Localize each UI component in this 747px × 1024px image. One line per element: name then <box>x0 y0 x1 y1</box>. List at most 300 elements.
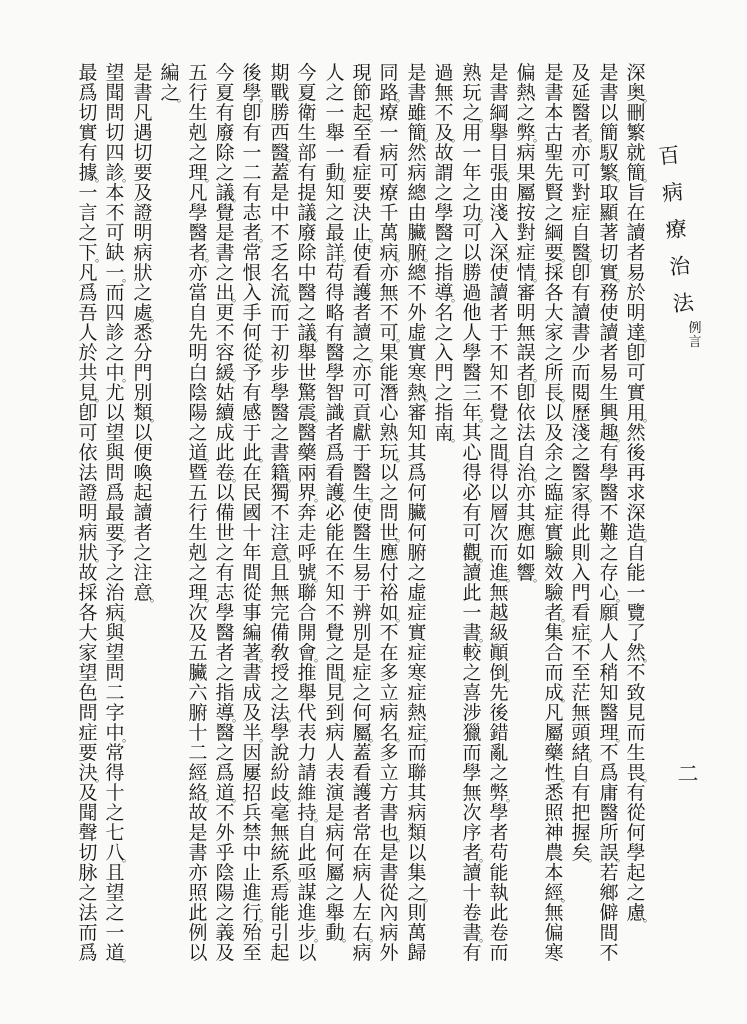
character: 可 <box>352 382 372 404</box>
character: 本 <box>105 182 125 204</box>
character: 方 <box>379 782 399 804</box>
character: 間 <box>242 562 262 584</box>
character: 之 <box>544 462 564 484</box>
character: 易 <box>352 562 372 584</box>
character: 得 <box>325 282 345 304</box>
character: 不 <box>489 342 509 364</box>
character: 尤 <box>105 382 125 404</box>
character: 完 <box>270 602 290 624</box>
character: 無 <box>489 582 509 604</box>
character: 也 <box>379 822 399 844</box>
text-column-6: 是 書 綱 擧 目 張 。 由 淺 入 深 。 使 讀 者 于 不 知 不 覺 之 間 。 得 以 層 次 而 進 。 無 越 級 顚 倒 。 先 後 錯 亂 之 弊 。 學 者 苟 能 執 此 卷 而 <box>489 62 517 964</box>
character: 覺 <box>325 622 345 644</box>
character: 卽 <box>242 102 262 124</box>
character: 于 <box>352 582 372 604</box>
character: 以 <box>462 242 482 264</box>
character: 所 <box>599 822 619 844</box>
character: 以 <box>544 402 564 424</box>
character: 覺 <box>489 402 509 424</box>
character: 左 <box>352 902 372 924</box>
character: 舉 <box>297 342 317 364</box>
character: 陽 <box>188 402 208 424</box>
character: 敎 <box>270 642 290 664</box>
character: 外 <box>215 822 235 844</box>
character: 有 <box>599 442 619 464</box>
character: 招 <box>242 782 262 804</box>
character: 聲 <box>78 822 98 844</box>
character: 倒 <box>489 662 509 684</box>
character: 越 <box>489 602 509 624</box>
character: 系 <box>270 862 290 884</box>
character: 稍 <box>599 662 619 684</box>
character: 備 <box>270 622 290 644</box>
character: 對 <box>571 182 591 204</box>
character: 陰 <box>215 862 235 884</box>
character: 實 <box>78 122 98 144</box>
character: 較 <box>462 642 482 664</box>
character: 賢 <box>544 182 564 204</box>
text-column-17: 五 行 生 剋 之 理 。 凡 學 醫 者 。 亦 當 自 先 明 白 陰 陽 之 道 。 暨 五 行 生 剋 之 理 。 次 及 五 臟 六 腑 十 二 經 絡 。 故 是 書 亦 照 此 例 以 <box>188 62 216 964</box>
character: 決 <box>352 202 372 224</box>
text-column-19: 是 書 凡 遇 切 要 及 證 明 病 狀 之 處 。 悉 分 門 別 類 。 以 便 喚 起 讀 者 之 注 意 。 <box>133 62 161 604</box>
character: 不 <box>325 602 345 624</box>
character: 獵 <box>462 722 482 744</box>
character: 節 <box>352 82 372 104</box>
character: 亦 <box>352 362 372 384</box>
character: 書 <box>599 82 619 104</box>
character: 以 <box>105 402 125 424</box>
character: 奥 <box>626 82 646 104</box>
character: 別 <box>352 622 372 644</box>
character: 造 <box>626 522 646 544</box>
character: 可 <box>78 422 98 444</box>
text-column-21: 最 爲 切 實 有 據 。 一 言 之 下 。 凡 爲 吾 人 於 共 見 。 卽 可 依 法 證 明 病 狀 。 故 採 各 大 家 望 色 問 症 要 決 。 及 聞 聲 切 脉 之 法 而 爲 <box>78 62 106 964</box>
character: 人 <box>352 882 372 904</box>
character: 戰 <box>270 82 290 104</box>
character: 處 <box>133 302 153 324</box>
character: 恨 <box>242 262 262 284</box>
character: 指 <box>215 682 235 704</box>
character: 及 <box>133 182 153 204</box>
character: 切 <box>133 142 153 164</box>
character: 四 <box>105 142 125 164</box>
character: 動 <box>325 922 345 944</box>
character: 層 <box>489 502 509 524</box>
character: 書 <box>462 922 482 944</box>
character: 神 <box>544 822 564 844</box>
character: 明 <box>133 222 153 244</box>
character: 之 <box>352 682 372 704</box>
character: 二 <box>188 742 208 764</box>
character: 者 <box>215 642 235 664</box>
character: 書 <box>407 82 427 104</box>
character: 界 <box>297 482 317 504</box>
character: 之 <box>105 802 125 824</box>
character: 以 <box>215 482 235 504</box>
character: 然 <box>407 142 427 164</box>
page-number: 二 <box>677 762 699 786</box>
character: 臟 <box>407 222 427 244</box>
character: 淺 <box>489 202 509 224</box>
character: 明 <box>516 302 536 324</box>
character: 之 <box>489 762 509 784</box>
character: 之 <box>626 882 646 904</box>
character: 謀 <box>297 882 317 904</box>
character: 色 <box>78 682 98 704</box>
character: 之 <box>325 642 345 664</box>
character: 智 <box>325 382 345 404</box>
character: 經 <box>544 882 564 904</box>
character: 有 <box>571 782 591 804</box>
character: 現 <box>352 62 372 84</box>
character: 熟 <box>462 62 482 84</box>
character: 能 <box>270 902 290 924</box>
character: 者 <box>352 802 372 824</box>
character: 而 <box>571 362 591 384</box>
character: 之 <box>297 302 317 324</box>
character: 望 <box>105 642 125 664</box>
character: 之 <box>325 202 345 224</box>
character: 能 <box>325 522 345 544</box>
character: 治 <box>668 253 692 280</box>
character: 見 <box>78 382 98 404</box>
character: 進 <box>489 562 509 584</box>
character: 蓋 <box>352 742 372 764</box>
character: 弊 <box>489 782 509 804</box>
character: 及 <box>571 62 591 84</box>
character: 理 <box>188 162 208 184</box>
character: 之 <box>215 162 235 184</box>
character: 陰 <box>188 382 208 404</box>
character: 五 <box>188 62 208 84</box>
character: 要 <box>133 162 153 184</box>
character: 觀 <box>462 542 482 564</box>
character: 審 <box>516 282 536 304</box>
character: 之 <box>78 222 98 244</box>
character: 自 <box>297 822 317 844</box>
character: 乏 <box>270 242 290 264</box>
character: 應 <box>379 542 399 564</box>
character: 把 <box>571 802 591 824</box>
character: 中 <box>105 722 125 744</box>
character: 之 <box>434 182 454 204</box>
character: 書 <box>215 242 235 264</box>
text-column-11: 現 節 起 。 至 看 症 要 決 止 。 使 看 護 者 讀 之 。 亦 可 貢 獻 于 醫 生 。 使 醫 生 易 于 辨 別 是 症 之 何 屬 。 蓋 看 護 者 常 在 病 人 左 右 。 病 <box>352 62 380 964</box>
character: 然 <box>626 642 646 664</box>
character: 同 <box>379 62 399 84</box>
character: 年 <box>242 542 262 564</box>
character: 一 <box>242 142 262 164</box>
character: 明 <box>78 502 98 524</box>
character: 必 <box>462 482 482 504</box>
character: 之 <box>105 342 125 364</box>
character: 之 <box>434 382 454 404</box>
character: 開 <box>297 622 317 644</box>
character: 切 <box>78 102 98 124</box>
character: 總 <box>407 182 427 204</box>
text-column-1: 深 奥 。 刪 繁 就 簡 。 旨 在 讀 者 易 於 明 達 。 卽 可 實 用 。 然 後 再 求 深 造 。 自 能 一 覽 了 然 。 不 致 見 而 生 畏 。 有 從 何 學 起 之 慮 。 <box>626 62 654 924</box>
character: 深 <box>626 502 646 524</box>
character: 七 <box>105 822 125 844</box>
character: 姑 <box>215 382 235 404</box>
character: 一 <box>379 122 399 144</box>
character: 看 <box>325 462 345 484</box>
character: 有 <box>78 142 98 164</box>
character: 除 <box>215 142 235 164</box>
character: 缺 <box>105 242 125 264</box>
character: 者 <box>626 242 646 264</box>
character: 讀 <box>599 322 619 344</box>
character: 在 <box>626 202 646 224</box>
character: 事 <box>242 602 262 624</box>
character: 屬 <box>544 722 564 744</box>
character: 路 <box>379 82 399 104</box>
character: 表 <box>297 722 317 744</box>
character: 之 <box>325 82 345 104</box>
character: 他 <box>462 302 482 324</box>
character: 意 <box>133 582 153 604</box>
character: 不 <box>325 562 345 584</box>
character: 生 <box>352 482 372 504</box>
character: 在 <box>352 842 372 864</box>
character: 切 <box>78 842 98 864</box>
character: 各 <box>544 282 564 304</box>
character: 書 <box>489 82 509 104</box>
character: 要 <box>105 522 125 544</box>
character: 之 <box>352 342 372 364</box>
character: 以 <box>379 462 399 484</box>
character: 夏 <box>215 82 235 104</box>
character: 獻 <box>352 422 372 444</box>
character: 法 <box>516 422 536 444</box>
character: 人 <box>462 322 482 344</box>
character: 年 <box>462 162 482 184</box>
character: 名 <box>270 262 290 284</box>
character: 之 <box>160 82 180 104</box>
character: 而 <box>407 742 427 764</box>
character: 者 <box>516 362 536 384</box>
character: 從 <box>242 342 262 364</box>
text-column-2: 是 書 以 簡 馭 繁 。 取 顯 著 切 實 。 務 使 讀 者 易 生 興 趣 。 有 學 醫 不 難 之 存 心 。 願 人 人 稍 知 醫 理 。 不 爲 庸 醫 所 誤 。 若 鄉 僻 間 不 <box>599 62 627 964</box>
character: 而 <box>78 922 98 944</box>
character: 十 <box>462 882 482 904</box>
character: 何 <box>407 482 427 504</box>
character: 類 <box>133 402 153 424</box>
character: 說 <box>270 742 290 764</box>
character: 籍 <box>270 462 290 484</box>
character: 及 <box>78 782 98 804</box>
character: 與 <box>105 622 125 644</box>
character: 故 <box>188 802 208 824</box>
character: 照 <box>544 802 564 824</box>
character: 及 <box>544 422 564 444</box>
character: 之 <box>599 542 619 564</box>
character: 效 <box>544 562 564 584</box>
text-column-4: 是 書 本 古 聖 先 賢 之 綱 要 。 採 各 大 家 之 所 長 。 以 及 余 之 臨 症 實 驗 效 驗 者 。 集 合 而 成 。 凡 屬 藥 性 。 悉 照 神 農 本 經 。 無 偏 寒 <box>544 62 572 964</box>
character: 議 <box>297 322 317 344</box>
character: 門 <box>571 582 591 604</box>
character: 會 <box>297 642 317 664</box>
character: 病 <box>379 142 399 164</box>
character: 其 <box>407 782 427 804</box>
character: 家 <box>571 482 591 504</box>
character: 之 <box>78 882 98 904</box>
character: 問 <box>105 662 125 684</box>
character: 簡 <box>407 122 427 144</box>
character: 者 <box>188 242 208 264</box>
character: 學 <box>242 82 262 104</box>
character: 歧 <box>270 782 290 804</box>
character: 醫 <box>325 342 345 364</box>
character: 病 <box>379 702 399 724</box>
character: 看 <box>571 602 591 624</box>
character: 無 <box>516 322 536 344</box>
character: 是 <box>270 182 290 204</box>
character: 不 <box>626 662 646 684</box>
character: 舉 <box>325 902 345 924</box>
character: 張 <box>489 162 509 184</box>
character: 玩 <box>379 442 399 464</box>
character: 中 <box>270 202 290 224</box>
character: 緩 <box>215 362 235 384</box>
character: 醫 <box>599 702 619 724</box>
character: 醫 <box>434 222 454 244</box>
character: 不 <box>599 502 619 524</box>
character: 問 <box>105 102 125 124</box>
character: 爲 <box>78 282 98 304</box>
character: 以 <box>599 102 619 124</box>
character: 以 <box>407 842 427 864</box>
character: 表 <box>325 762 345 784</box>
character: 呼 <box>297 542 317 564</box>
character: 問 <box>78 702 98 724</box>
character: 學 <box>462 342 482 364</box>
character: 之 <box>434 322 454 344</box>
character: 讀 <box>133 502 153 524</box>
character: 六 <box>188 682 208 704</box>
character: 者 <box>462 842 482 864</box>
character: 是 <box>133 62 153 84</box>
character: 所 <box>544 362 564 384</box>
character: 綱 <box>544 222 564 244</box>
character: 中 <box>105 362 125 384</box>
character: 意 <box>270 542 290 564</box>
character: 治 <box>105 582 125 604</box>
character: 者 <box>544 602 564 624</box>
character: 問 <box>105 462 125 484</box>
character: 雖 <box>407 102 427 124</box>
character: 可 <box>571 162 591 184</box>
character: 行 <box>188 82 208 104</box>
character: 然 <box>626 422 646 444</box>
character: 悉 <box>544 782 564 804</box>
character: 卷 <box>462 902 482 924</box>
character: 中 <box>242 842 262 864</box>
character: 藥 <box>544 742 564 764</box>
character: 入 <box>242 282 262 304</box>
character: 注 <box>270 522 290 544</box>
character: 止 <box>352 222 372 244</box>
character: 卽 <box>78 402 98 424</box>
character: 可 <box>626 362 646 384</box>
character: 之 <box>325 882 345 904</box>
character: 病 <box>407 802 427 824</box>
character: 學 <box>215 602 235 624</box>
text-column-8: 過 無 不 及 。 故 謂 之 學 醫 之 指 導 。 名 之 入 門 之 指 南 。 <box>434 62 462 444</box>
character: 三 <box>462 382 482 404</box>
character: 使 <box>599 302 619 324</box>
character: 次 <box>489 522 509 544</box>
character: 狀 <box>133 262 153 284</box>
character: 有 <box>626 782 646 804</box>
character: 實 <box>626 382 646 404</box>
character: 議 <box>297 202 317 224</box>
character: 是 <box>489 62 509 84</box>
character: 予 <box>105 542 125 564</box>
character: 屬 <box>516 182 536 204</box>
character: 間 <box>489 442 509 464</box>
character: 對 <box>516 222 536 244</box>
character: 識 <box>325 402 345 424</box>
character: 症 <box>407 682 427 704</box>
character: 半 <box>242 722 262 744</box>
character: 潛 <box>379 382 399 404</box>
character: 得 <box>571 502 591 524</box>
character: 馭 <box>599 142 619 164</box>
character: 之 <box>516 102 536 124</box>
character: 按 <box>516 202 536 224</box>
character: 之 <box>462 182 482 204</box>
character: 法 <box>78 902 98 924</box>
character: 病 <box>105 602 125 624</box>
character: 于 <box>242 422 262 444</box>
character: 凡 <box>544 702 564 724</box>
character: 自 <box>516 442 536 464</box>
character: 成 <box>544 682 564 704</box>
character: 法 <box>78 462 98 484</box>
character: 志 <box>215 582 235 604</box>
character: 切 <box>599 242 619 264</box>
character: 由 <box>407 202 427 224</box>
character: 長 <box>544 382 564 404</box>
character: 起 <box>626 862 646 884</box>
character: 醫 <box>270 142 290 164</box>
character: 衛 <box>297 102 317 124</box>
character: 學 <box>599 462 619 484</box>
character: 在 <box>325 542 345 564</box>
character: 乎 <box>215 842 235 864</box>
character: 合 <box>297 602 317 624</box>
character: 人 <box>325 62 345 84</box>
character: 且 <box>105 862 125 884</box>
character: 多 <box>379 662 399 684</box>
character: 統 <box>270 842 290 864</box>
character: 續 <box>215 402 235 424</box>
character: 症 <box>352 662 372 684</box>
character: 心 <box>462 442 482 464</box>
character: 書 <box>188 842 208 864</box>
character: 生 <box>188 102 208 124</box>
character: 臟 <box>407 502 427 524</box>
character: 應 <box>516 522 536 544</box>
text-column-3: 及 延 醫 者 。 亦 可 對 症 自 醫 。 卽 有 讀 書 少 而 閱 歷 淺 之 醫 家 。 得 此 則 入 門 看 症 。 不 至 茫 無 頭 緒 。 自 有 把 握 矣 。 <box>571 62 599 864</box>
character: 有 <box>325 322 345 344</box>
character: 焉 <box>270 882 290 904</box>
character: 之 <box>407 882 427 904</box>
character: 病 <box>133 242 153 264</box>
character: 趣 <box>599 422 619 444</box>
character: 一 <box>462 142 482 164</box>
